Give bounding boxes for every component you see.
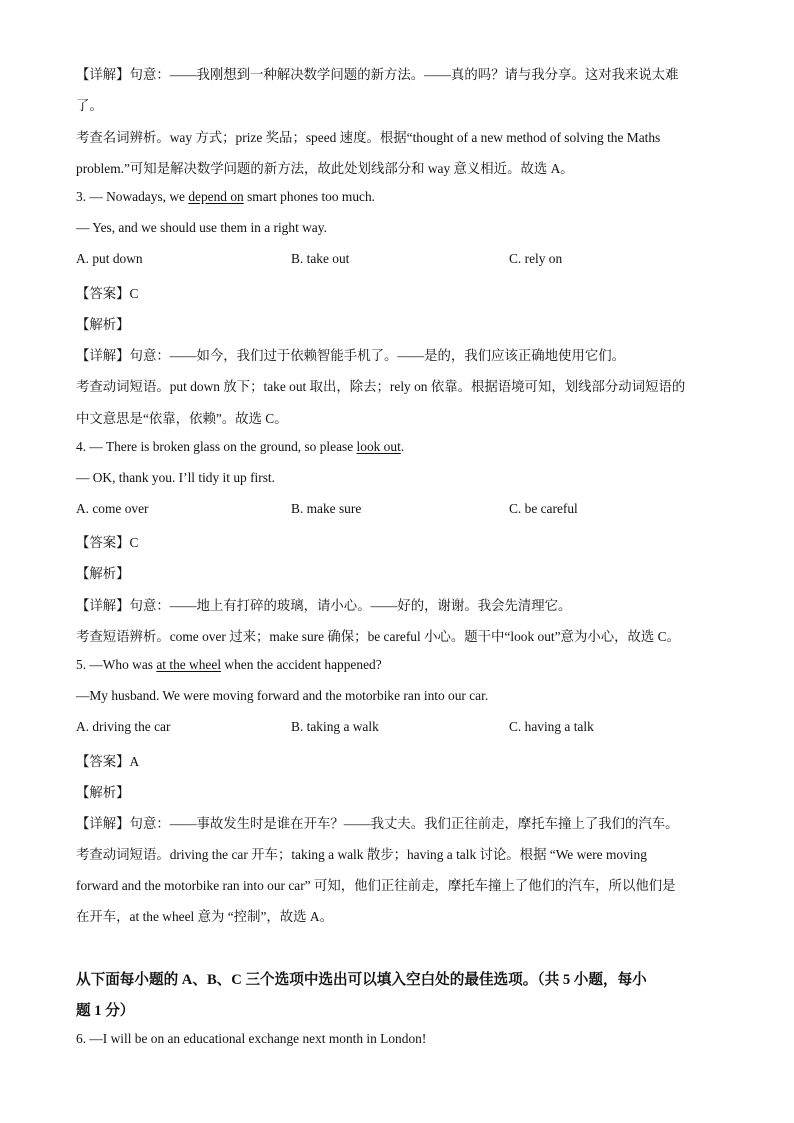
section-heading-line-1: 从下面每小题的 A、B、C 三个选项中选出可以填入空白处的最佳选项。（共 5 小题，每小 <box>76 972 647 988</box>
q3-explain-line-1: 【详解】句意：——如今，我们过于依赖智能手机了。——是的，我们应该正确地使用它们。 <box>76 348 626 363</box>
q4-option-c: C. be careful <box>509 501 578 516</box>
q2-explain-line-2: 考查名词辨析。way 方式；prize 奖品；speed 速度。根据“thought of a new method of solving the Maths <box>76 130 661 145</box>
q5-option-b: B. taking a walk <box>291 719 379 734</box>
q4-option-a: A. come over <box>76 501 149 516</box>
q6-stem: 6. —I will be on an educational exchange next month in London! <box>76 1031 427 1046</box>
q3-option-b: B. take out <box>291 251 350 266</box>
q3-analysis-label: 【解析】 <box>76 317 130 332</box>
q4-option-b: B. make sure <box>291 501 362 516</box>
q5-option-a: A. driving the car <box>76 719 171 734</box>
q5-explain-line-3: forward and the motorbike ran into our car” 可知，他们正往前走，摩托车撞上了他们的汽车，所以他们是 <box>76 878 676 893</box>
q5-stem-text-a: 5. —Who was <box>76 657 157 672</box>
q3-option-c: C. rely on <box>509 251 563 266</box>
q3-stem-text-a: 3. — Nowadays, we <box>76 189 189 204</box>
q3-explain-line-3: 中文意思是“依靠，依赖”。故选 C。 <box>76 411 288 426</box>
q5-stem-text-b: when the accident happened? <box>221 657 382 672</box>
q5-analysis-label: 【解析】 <box>76 785 130 800</box>
q5-explain-line-2: 考查动词短语。driving the car 开车；taking a walk 散步；having a talk 讨论。根据 “We were moving <box>76 847 647 862</box>
q5-explain-line-4: 在开车，at the wheel 意为 “控制”，故选 A。 <box>76 909 333 924</box>
q4-explain-line-1: 【详解】句意：——地上有打碎的玻璃，请小心。——好的，谢谢。我会先清理它。 <box>76 598 572 613</box>
q4-answer: 【答案】C <box>76 535 139 550</box>
q4-stem-text-a: 4. — There is broken glass on the ground, so please <box>76 439 357 454</box>
q4-stem-text-b: . <box>400 439 405 454</box>
section-heading-line-2: 题 1 分） <box>76 1003 135 1019</box>
q4-reply: — OK, thank you. I’ll tidy it up first. <box>76 470 275 485</box>
q5-answer: 【答案】A <box>76 754 140 769</box>
q4-stem <box>76 439 404 455</box>
q3-stem <box>76 189 375 205</box>
q5-underlined-phrase: at the wheel <box>156 657 222 672</box>
q5-stem <box>76 657 382 673</box>
q4-analysis-label: 【解析】 <box>76 566 130 581</box>
q2-explain-line-1b: 了。 <box>76 98 103 113</box>
q3-underlined-phrase: depend on <box>188 189 244 204</box>
q3-explain-line-2: 考查动词短语。put down 放下；take out 取出，除去；rely on 依靠。根据语境可知，划线部分动词短语的 <box>76 379 686 394</box>
q2-explain-line-3: problem.”可知是解决数学问题的新方法，故此处划线部分和 way 意义相近。故选 A。 <box>76 161 574 176</box>
q3-stem-text-b: smart phones too much. <box>243 189 376 204</box>
q4-underlined-phrase: look out <box>356 439 401 454</box>
q3-option-a: A. put down <box>76 251 143 266</box>
q5-reply: —My husband. We were moving forward and the motorbike ran into our car. <box>76 688 489 703</box>
q4-explain-line-2: 考查短语辨析。come over 过来；make sure 确保；be careful 小心。题干中“look out”意为小心，故选 C。 <box>76 629 680 644</box>
q2-explain-line-1: 【详解】句意：——我刚想到一种解决数学问题的新方法。——真的吗？请与我分享。这对我来说太难 <box>76 67 679 82</box>
q5-explain-line-1: 【详解】句意：——事故发生时是谁在开车？——我丈夫。我们正往前走，摩托车撞上了我们的汽车。 <box>76 816 679 831</box>
q3-reply: — Yes, and we should use them in a right way. <box>76 220 327 235</box>
q3-answer: 【答案】C <box>76 286 139 301</box>
q5-option-c: C. having a talk <box>509 719 594 734</box>
